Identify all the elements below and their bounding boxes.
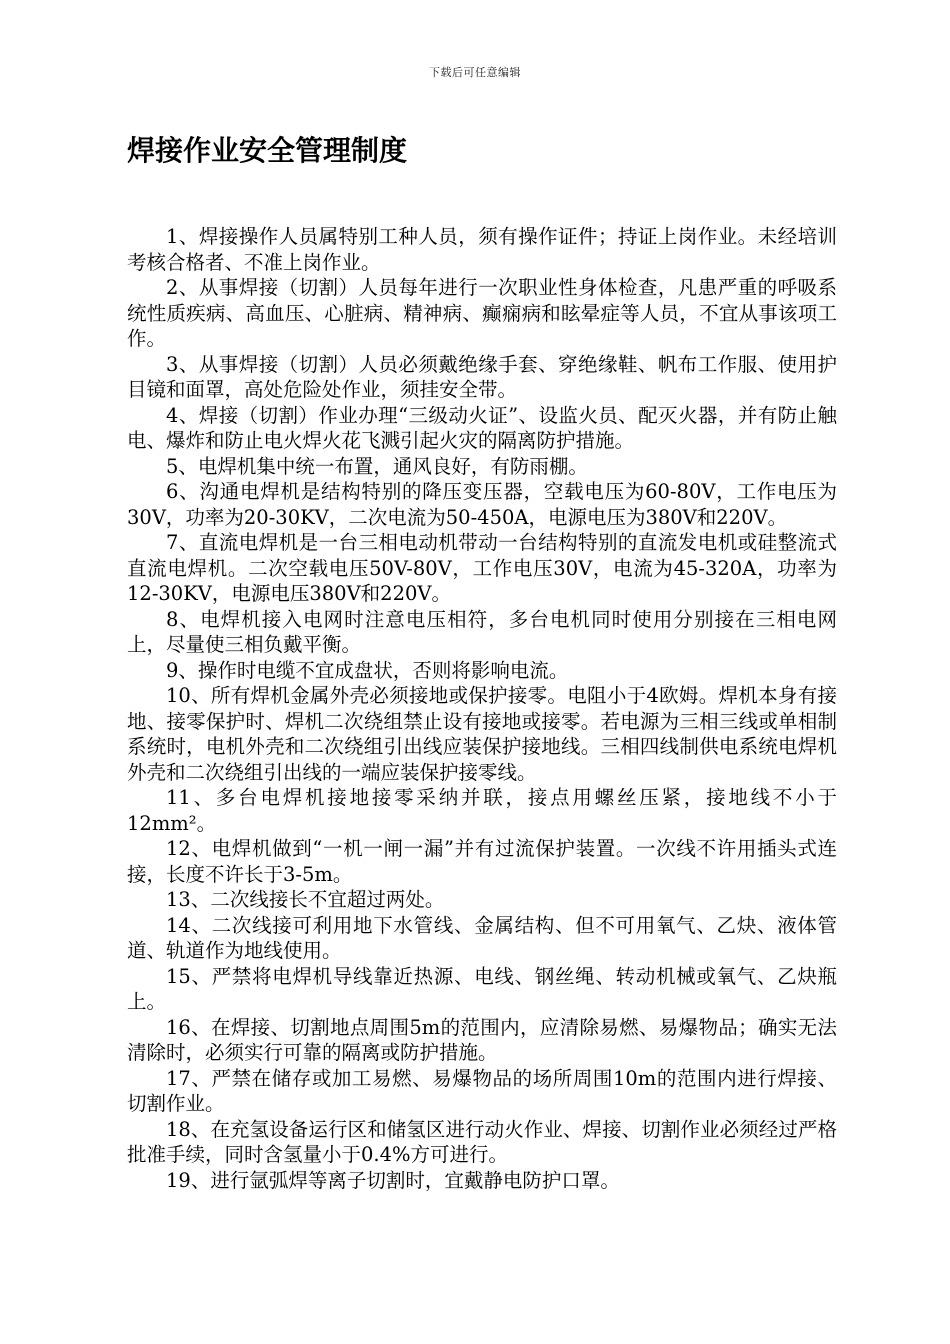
document-body bbox=[127, 224, 837, 1193]
paragraph-11: 11、多台电焊机接地接零采纳并联，接点用螺丝压紧，接地线不小于12mm²。 bbox=[127, 786, 837, 835]
document-title: 焊接作业安全管理制度 bbox=[127, 134, 408, 167]
paragraph-3: 3、从事焊接（切割）人员必须戴绝缘手套、穿绝缘鞋、帆布工作服、使用护目镜和面罩，高处危险处作业，须挂安全带。 bbox=[127, 352, 837, 401]
paragraph-12: 12、电焊机做到“一机一闸一漏”并有过流保护装置。一次线不许用插头式连接，长度不许长于3-5m。 bbox=[127, 837, 837, 886]
paragraph-9: 9、操作时电缆不宜成盘状，否则将影响电流。 bbox=[166, 658, 569, 682]
paragraph-15: 15、严禁将电焊机导线靠近热源、电线、钢丝绳、转动机械或氧气、乙炔瓶上。 bbox=[127, 964, 837, 1013]
header-note: 下载后可任意编辑 bbox=[429, 66, 521, 79]
paragraph-7: 7、直流电焊机是一台三相电动机带动一台结构特别的直流发电机或硅整流式直流电焊机。二次空载电压50V-80V，工作电压30V，电流为45-320A，功率为12-30KV，电源电压380V和220V。 bbox=[127, 531, 837, 605]
paragraph-17: 17、严禁在储存或加工易燃、易爆物品的场所周围10m的范围内进行焊接、切割作业。 bbox=[127, 1066, 837, 1115]
paragraph-13: 13、二次线接长不宜超过两处。 bbox=[166, 888, 445, 911]
paragraph-18: 18、在充氢设备运行区和储氢区进行动火作业、焊接、切割作业必须经过严格批准手续，同时含氢量小于0.4%方可进行。 bbox=[127, 1117, 837, 1166]
paragraph-4: 4、焊接（切割）作业办理“三级动火证”、设监火员、配灭火器，并有防止触电、爆炸和防止电火焊火花飞溅引起火灾的隔离防护措施。 bbox=[127, 403, 837, 452]
paragraph-2: 2、从事焊接（切割）人员每年进行一次职业性身体检查，凡患严重的呼吸系统性质疾病、高血压、心脏病、精神病、癫痫病和眩晕症等人员，不宜从事该项工作。 bbox=[127, 276, 837, 350]
paragraph-8: 8、电焊机接入电网时注意电压相符，多台电机同时使用分别接在三相电网上，尽量使三相负戴平衡。 bbox=[127, 607, 837, 656]
paragraph-6: 6、沟通电焊机是结构特别的降压变压器，空载电压为60-80V，工作电压为30V，功率为20-30KV，二次电流为50-450A，电源电压为380V和220V。 bbox=[127, 480, 837, 529]
paragraph-19: 19、进行氩弧焊等离子切割时，宜戴静电防护口罩。 bbox=[166, 1168, 620, 1192]
paragraph-10: 10、所有焊机金属外壳必须接地或保护接零。电阻小于4欧姆。焊机本身有接地、接零保护时、焊机二次绕组禁止设有接地或接零。若电源为三相三线或单相制系统时，电机外壳和二次绕组引出线应装保护接地线。三相四线制供电系统电焊机外壳和二次绕组引出线的一端应装保护接零线。 bbox=[127, 684, 837, 784]
paragraph-16: 16、在焊接、切割地点周围5m的范围内，应清除易燃、易爆物品；确实无法清除时，必须实行可靠的隔离或防护措施。 bbox=[127, 1015, 837, 1064]
paragraph-5: 5、电焊机集中统一布置，通风良好，有防雨棚。 bbox=[166, 454, 588, 478]
paragraph-14: 14、二次线接可利用地下水管线、金属结构、但不可用氧气、乙炔、液体管道、轨道作为地线使用。 bbox=[127, 913, 837, 962]
paragraph-1: 1、焊接操作人员属特别工种人员，须有操作证件；持证上岗作业。未经培训考核合格者、不准上岗作业。 bbox=[127, 225, 837, 274]
